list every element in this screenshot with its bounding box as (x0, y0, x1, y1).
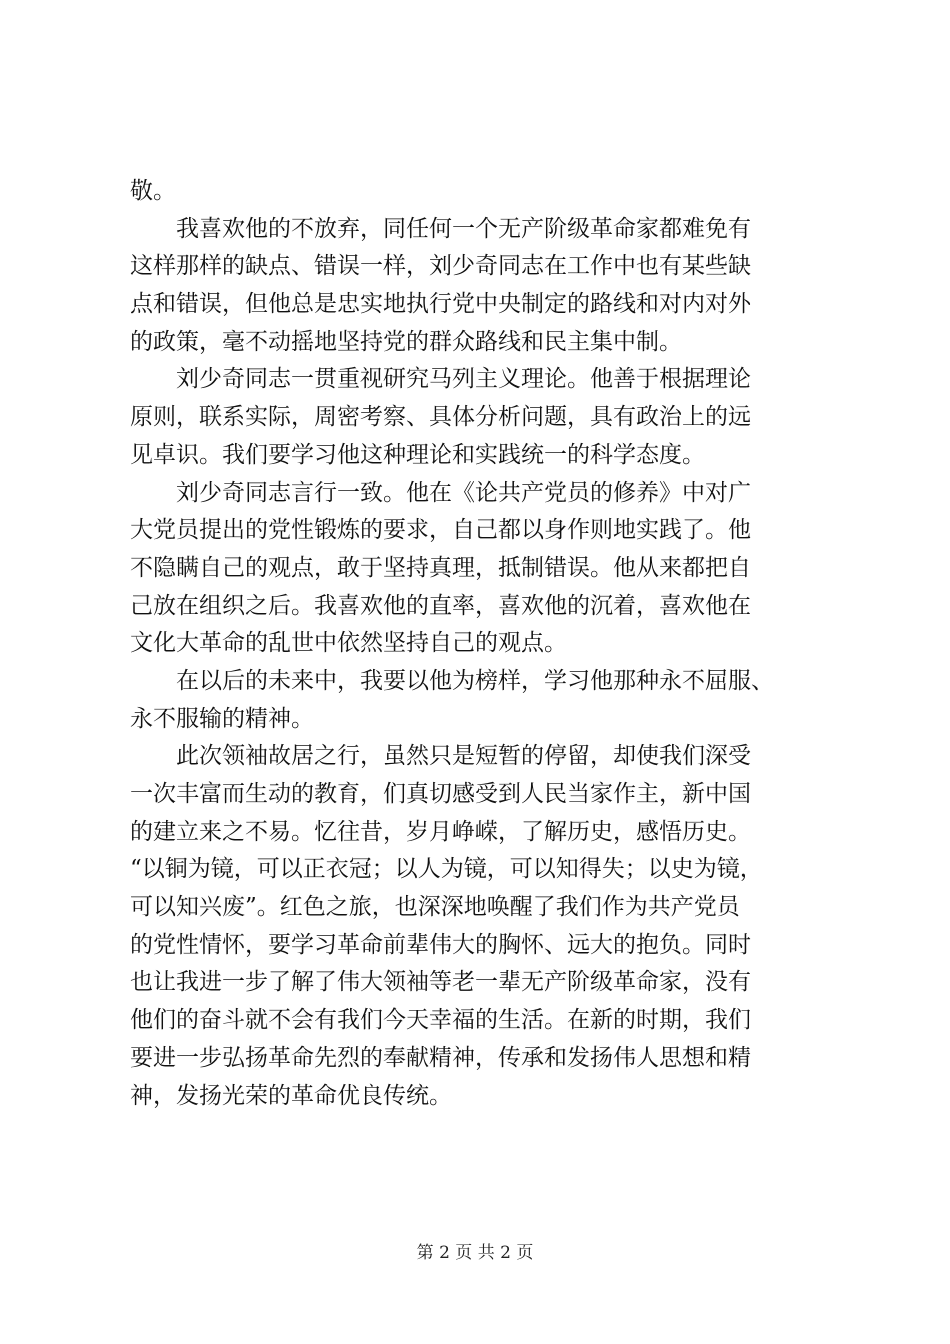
text-line: 在以后的未来中，我要以他为榜样，学习他那种永不屈服、 (176, 667, 774, 694)
document-body (130, 173, 830, 1115)
text-line: 永不服输的精神。 (130, 705, 314, 732)
text-line: 要进一步弘扬革命先烈的奉献精神，传承和发扬伟人思想和精 (130, 1044, 751, 1071)
text-line: 刘少奇同志一贯重视研究马列主义理论。他善于根据理论 (176, 366, 751, 393)
text-line: 原则，联系实际，周密考察、具体分析问题，具有政治上的远 (130, 404, 751, 431)
text-line: 点和错误，但他总是忠实地执行党中央制定的路线和对内对外 (130, 291, 751, 318)
text-line: 己放在组织之后。我喜欢他的直率，喜欢他的沉着，喜欢他在 (130, 592, 751, 619)
text-line: 大党员提出的党性锻炼的要求，自己都以身作则地实践了。他 (130, 517, 751, 544)
text-line: 的党性情怀，要学习革命前辈伟大的胸怀、远大的抱负。同时 (130, 931, 751, 958)
text-line: 他们的奋斗就不会有我们今天幸福的生活。在新的时期，我们 (130, 1007, 751, 1034)
text-line: 我喜欢他的不放弃，同任何一个无产阶级革命家都难免有 (176, 215, 751, 242)
text-line: 文化大革命的乱世中依然坚持自己的观点。 (130, 630, 567, 657)
text-line: 见卓识。我们要学习他这种理论和实践统一的科学态度。 (130, 441, 705, 468)
text-line: 不隐瞒自己的观点，敢于坚持真理，抵制错误。他从来都把自 (130, 554, 751, 581)
text-line: 敬。 (130, 178, 176, 204)
text-line: 此次领袖故居之行，虽然只是短暂的停留，却使我们深受 (176, 743, 751, 770)
page-footer: 第 2 页 共 2 页 (416, 1243, 534, 1263)
text-line: 一次丰富而生动的教育，们真切感受到人民当家作主，新中国 (130, 781, 751, 807)
text-line: “以铜为镜，可以正衣冠；以人为镜，可以知得失；以史为镜， (130, 856, 763, 883)
text-line: 可以知兴废”。红色之旅，也深深地唤醒了我们作为共产党员 (130, 894, 740, 921)
text-line: 的政策，毫不动摇地坚持党的群众路线和民主集中制。 (130, 328, 682, 355)
text-line: 这样那样的缺点、错误一样，刘少奇同志在工作中也有某些缺 (130, 253, 751, 280)
text-line: 的建立来之不易。忆往昔，岁月峥嵘，了解历史，感悟历史。 (130, 818, 751, 845)
text-line: 也让我进一步了解了伟大领袖等老一辈无产阶级革命家，没有 (130, 969, 751, 996)
text-line: 刘少奇同志言行一致。他在《论共产党员的修养》中对广 (176, 479, 751, 506)
text-line: 神，发扬光荣的革命优良传统。 (130, 1082, 452, 1109)
